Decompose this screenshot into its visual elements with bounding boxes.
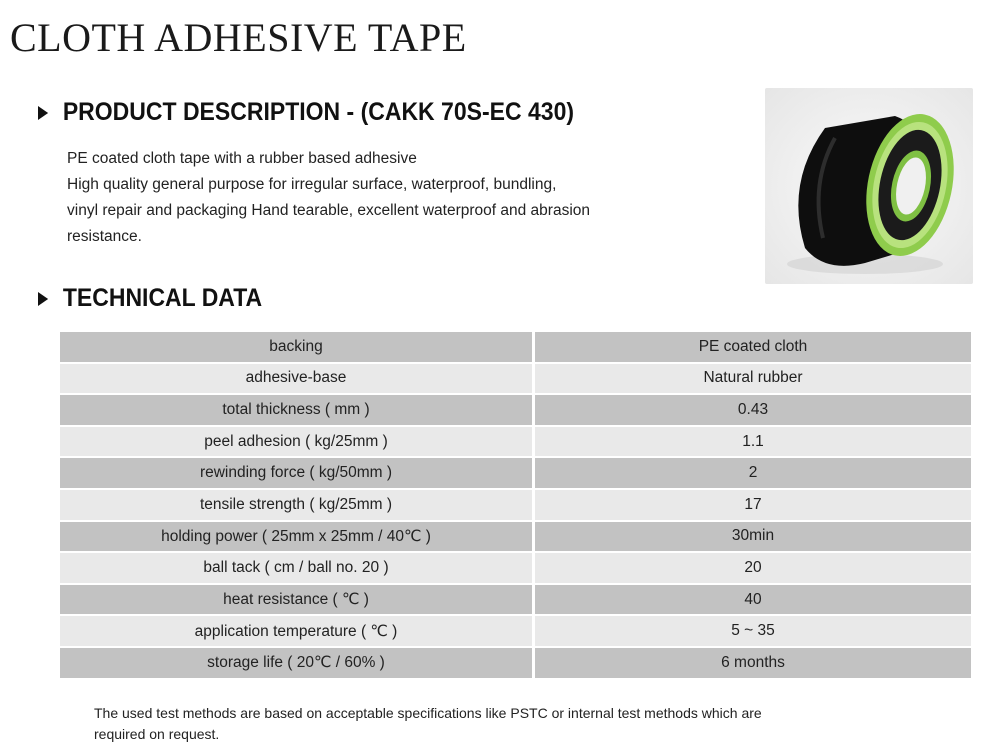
value-cell: 0.43 (534, 394, 972, 426)
triangle-right-icon (38, 106, 48, 120)
table-row (60, 394, 971, 426)
table-row (60, 426, 971, 458)
description-line: High quality general purpose for irregular surface, waterproof, bundling, (67, 176, 557, 193)
table-row (60, 457, 971, 489)
product-description-text (67, 146, 747, 250)
table-row (60, 584, 971, 616)
page-title: CLOTH ADHESIVE TAPE (10, 15, 467, 60)
property-cell: storage life ( 20℃ / 60% ) (60, 647, 534, 679)
property-cell: total thickness ( mm ) (60, 394, 534, 426)
property-cell: tensile strength ( kg/25mm ) (60, 489, 534, 521)
value-cell: Natural rubber (534, 363, 972, 395)
value-cell: 1.1 (534, 426, 972, 458)
table-row (60, 363, 971, 395)
property-cell: application temperature ( ℃ ) (60, 615, 534, 647)
property-cell: backing (60, 332, 534, 363)
technical-data-heading (38, 284, 262, 313)
value-cell: PE coated cloth (534, 332, 972, 363)
value-cell: 5 ~ 35 (534, 615, 972, 647)
property-cell: peel adhesion ( kg/25mm ) (60, 426, 534, 458)
value-cell: 40 (534, 584, 972, 616)
property-cell: adhesive-base (60, 363, 534, 395)
product-description-heading-text: PRODUCT DESCRIPTION - (CAKK 70S-EC 430) (62, 98, 575, 126)
value-cell: 6 months (534, 647, 972, 679)
triangle-right-icon (38, 292, 48, 306)
property-cell: heat resistance ( ℃ ) (60, 584, 534, 616)
footnote-line: required on request. (94, 726, 220, 742)
description-line: resistance. (67, 228, 142, 245)
footnote (94, 703, 954, 745)
value-cell: 20 (534, 552, 972, 584)
tape-product-image (765, 88, 973, 284)
description-line: vinyl repair and packaging Hand tearable, excellent waterproof and abrasion (67, 202, 591, 219)
property-cell: rewinding force ( kg/50mm ) (60, 457, 534, 489)
tape-roll-illustration (765, 88, 973, 284)
value-cell: 2 (534, 457, 972, 489)
property-cell: holding power ( 25mm x 25mm / 40℃ ) (60, 521, 534, 553)
technical-data-heading-text: TECHNICAL DATA (62, 284, 263, 312)
property-cell: ball tack ( cm / ball no. 20 ) (60, 552, 534, 584)
table-row (60, 615, 971, 647)
description-line: PE coated cloth tape with a rubber based adhesive (67, 150, 417, 167)
technical-data-table (60, 332, 971, 680)
table-row (60, 647, 971, 679)
table-row (60, 332, 971, 363)
table-row (60, 552, 971, 584)
value-cell: 17 (534, 489, 972, 521)
product-description-heading (38, 98, 574, 127)
table-row (60, 521, 971, 553)
footnote-line: The used test methods are based on acceptable specifications like PSTC or internal test methods which are (94, 705, 762, 721)
table-row (60, 489, 971, 521)
value-cell: 30min (534, 521, 972, 553)
